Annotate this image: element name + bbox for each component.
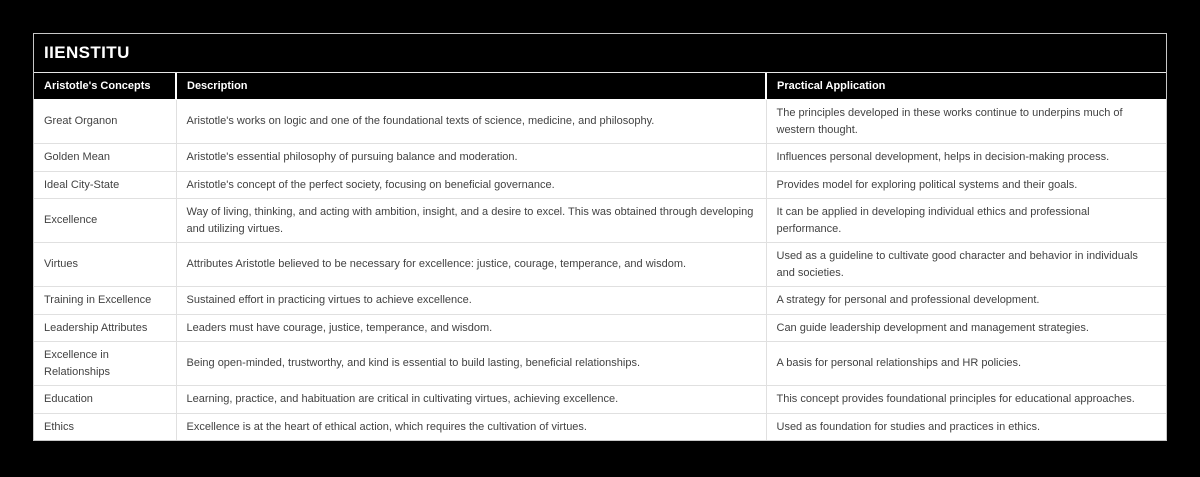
table-row bbox=[34, 243, 1166, 287]
concept-cell: Education bbox=[34, 386, 176, 414]
description-cell: Learning, practice, and habituation are critical in cultivating virtues, achieving excellence. bbox=[176, 386, 766, 414]
column-header-concepts: Aristotle's Concepts bbox=[34, 73, 176, 100]
table-header-row bbox=[34, 73, 1166, 100]
description-cell: Leaders must have courage, justice, temperance, and wisdom. bbox=[176, 314, 766, 342]
concept-cell: Virtues bbox=[34, 243, 176, 287]
concept-cell: Excellence bbox=[34, 199, 176, 243]
application-cell: It can be applied in developing individual ethics and professional performance. bbox=[766, 199, 1166, 243]
application-cell: Provides model for exploring political systems and their goals. bbox=[766, 171, 1166, 199]
description-cell: Excellence is at the heart of ethical action, which requires the cultivation of virtues. bbox=[176, 413, 766, 440]
description-cell: Way of living, thinking, and acting with ambition, insight, and a desire to excel. This was obtained through developing and utilizing virtues. bbox=[176, 199, 766, 243]
table-row bbox=[34, 171, 1166, 199]
concept-cell: Ideal City-State bbox=[34, 171, 176, 199]
description-cell: Aristotle's concept of the perfect society, focusing on beneficial governance. bbox=[176, 171, 766, 199]
concept-cell: Leadership Attributes bbox=[34, 314, 176, 342]
table-row bbox=[34, 386, 1166, 414]
table-row bbox=[34, 342, 1166, 386]
concept-cell: Ethics bbox=[34, 413, 176, 440]
description-cell: Aristotle's essential philosophy of pursuing balance and moderation. bbox=[176, 144, 766, 172]
table-row bbox=[34, 287, 1166, 315]
aristotle-concepts-table bbox=[34, 73, 1166, 440]
table-row bbox=[34, 413, 1166, 440]
table-row bbox=[34, 199, 1166, 243]
column-header-description: Description bbox=[176, 73, 766, 100]
table-row bbox=[34, 144, 1166, 172]
content-panel bbox=[33, 33, 1167, 441]
table-row bbox=[34, 314, 1166, 342]
application-cell: The principles developed in these works continue to underpins much of western thought. bbox=[766, 100, 1166, 144]
concept-cell: Training in Excellence bbox=[34, 287, 176, 315]
description-cell: Sustained effort in practicing virtues to achieve excellence. bbox=[176, 287, 766, 315]
application-cell: Can guide leadership development and management strategies. bbox=[766, 314, 1166, 342]
application-cell: Used as foundation for studies and practices in ethics. bbox=[766, 413, 1166, 440]
application-cell: A strategy for personal and professional development. bbox=[766, 287, 1166, 315]
column-header-application: Practical Application bbox=[766, 73, 1166, 100]
concept-cell: Great Organon bbox=[34, 100, 176, 144]
application-cell: Influences personal development, helps in decision-making process. bbox=[766, 144, 1166, 172]
brand-header bbox=[34, 34, 1166, 73]
concept-cell: Excellence in Relationships bbox=[34, 342, 176, 386]
description-cell: Attributes Aristotle believed to be necessary for excellence: justice, courage, temperance, and wisdom. bbox=[176, 243, 766, 287]
description-cell: Aristotle's works on logic and one of the foundational texts of science, medicine, and philosophy. bbox=[176, 100, 766, 144]
application-cell: This concept provides foundational principles for educational approaches. bbox=[766, 386, 1166, 414]
brand-title: IIENSTITU bbox=[44, 43, 130, 62]
description-cell: Being open-minded, trustworthy, and kind is essential to build lasting, beneficial relationships. bbox=[176, 342, 766, 386]
table-row bbox=[34, 100, 1166, 144]
application-cell: A basis for personal relationships and HR policies. bbox=[766, 342, 1166, 386]
concept-cell: Golden Mean bbox=[34, 144, 176, 172]
application-cell: Used as a guideline to cultivate good character and behavior in individuals and societies. bbox=[766, 243, 1166, 287]
